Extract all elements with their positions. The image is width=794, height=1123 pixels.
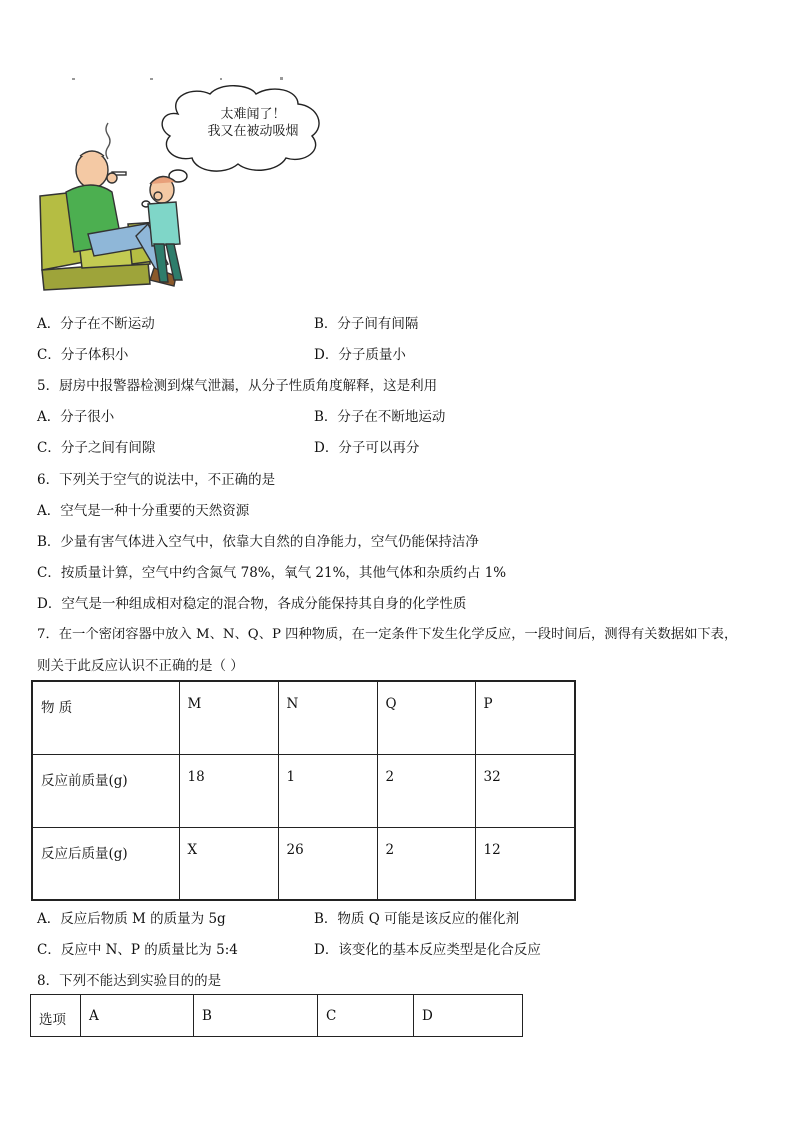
table-cell: 18 [179, 754, 278, 827]
bubble-text-line1: 太难闻了！ [220, 107, 286, 122]
table-cell: D [414, 995, 523, 1037]
q8-stem: 8．下列不能达到实验目的的是 [37, 973, 222, 989]
table-cell: 选项 [31, 995, 81, 1037]
table-cell: 2 [377, 754, 475, 827]
table-row [31, 995, 523, 1037]
q7-data-table [31, 680, 576, 901]
table-cell: 26 [278, 827, 377, 900]
q7-stem-line1: 7．在一个密闭容器中放入 M、N、Q、P 四种物质，在一定条件下发生化学反应，一段时间后，测得有关数据如下表， [37, 627, 738, 642]
q7-option-d: D．该变化的基本反应类型是化合反应 [314, 942, 541, 958]
table-row [32, 754, 575, 827]
table-cell: 32 [475, 754, 575, 827]
q6-option-c: C．按质量计算，空气中约含氮气 78%，氧气 21%，其他气体和杂质约占 1% [37, 565, 507, 581]
q8-options-table [30, 994, 523, 1037]
table-cell: 物 质 [32, 681, 179, 754]
q6-option-b: B．少量有害气体进入空气中，依靠大自然的自净能力，空气仍能保持洁净 [37, 534, 479, 550]
q7-option-c: C．反应中 N、P 的质量比为 5:4 [37, 942, 238, 958]
smoking-illustration [28, 84, 348, 299]
q6-stem: 6．下列关于空气的说法中，不正确的是 [37, 472, 276, 488]
q4-option-a: A．分子在不断运动 [37, 316, 155, 332]
q6-option-d: D．空气是一种组成相对稳定的混合物，各成分能保持其自身的化学性质 [37, 596, 467, 612]
table-cell: P [475, 681, 575, 754]
table-row [32, 681, 575, 754]
table-cell: 2 [377, 827, 475, 900]
table-row [32, 827, 575, 900]
table-cell: 反应前质量(g) [32, 754, 179, 827]
table-cell: M [179, 681, 278, 754]
q7-option-a: A．反应后物质 M 的质量为 5g [37, 911, 226, 927]
table-cell: 12 [475, 827, 575, 900]
q5-option-c: C．分子之间有间隙 [37, 440, 156, 456]
scan-marks [70, 76, 300, 82]
q5-stem: 5．厨房中报警器检测到煤气泄漏，从分子性质角度解释，这是利用 [37, 378, 438, 394]
table-cell: 1 [278, 754, 377, 827]
table-cell: B [194, 995, 318, 1037]
table-cell: 反应后质量(g) [32, 827, 179, 900]
q5-option-a: A．分子很小 [37, 409, 115, 425]
q5-option-b: B．分子在不断地运动 [314, 409, 446, 425]
q4-option-b: B．分子间有间隔 [314, 316, 419, 332]
table-cell: Q [377, 681, 475, 754]
bubble-text-line2: 我又在被动吸烟 [207, 124, 299, 139]
q5-option-d: D．分子可以再分 [314, 440, 420, 456]
q4-option-d: D．分子质量小 [314, 347, 406, 363]
table-cell: X [179, 827, 278, 900]
q7-stem-line2: 则关于此反应认识不正确的是（ ） [37, 658, 244, 674]
q4-option-c: C．分子体积小 [37, 347, 129, 363]
table-cell: C [318, 995, 414, 1037]
q6-option-a: A．空气是一种十分重要的天然资源 [37, 503, 250, 519]
q7-option-b: B．物质 Q 可能是该反应的催化剂 [314, 911, 520, 927]
table-cell: N [278, 681, 377, 754]
table-cell: A [81, 995, 194, 1037]
